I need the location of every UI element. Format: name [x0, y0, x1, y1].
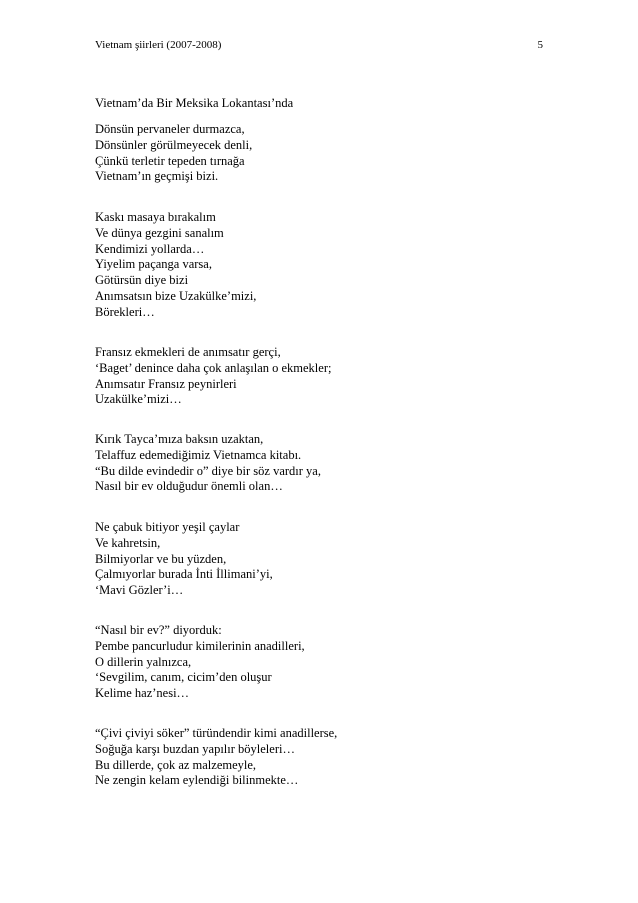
poem-line: Fransız ekmekleri de anımsatır gerçi,: [95, 345, 281, 359]
running-title: Vietnam şiirleri (2007-2008): [95, 39, 222, 51]
poem-line: Kendimizi yollarda…: [95, 241, 205, 256]
poem-line: ‘Mavi Gözler’i…: [95, 583, 184, 598]
poem-line: Ne çabuk bitiyor yeşil çaylar: [95, 520, 240, 534]
poem-line: Kaskı masaya bırakalım: [95, 210, 216, 224]
poem-line: Çünkü terletir tepeden tırnağa: [95, 153, 245, 168]
poem-line: Dönsünler görülmeyecek denli,: [95, 137, 253, 152]
poem-line: Soğuğa karşı buzdan yapılır böyleleri…: [95, 741, 295, 756]
poem-line: Telaffuz edemediğimiz Vietnamca kitabı.: [95, 447, 302, 462]
stanza-3: [95, 345, 331, 408]
poem-line: ‘Baget’ denince daha çok anlaşılan o ekmekler;: [95, 360, 332, 375]
poem-line: Bilmiyorlar ve bu yüzden,: [95, 551, 227, 566]
stanza-4: [95, 432, 321, 495]
poem-line: Uzakülke’mizi…: [95, 392, 182, 407]
stanza-5: [95, 520, 273, 599]
stanza-2: [95, 210, 256, 321]
stanza-7: [95, 726, 337, 789]
poem-line: Pembe pancurludur kimilerinin anadilleri,: [95, 638, 305, 653]
poem-line: Anımsatır Fransız peynirleri: [95, 376, 237, 391]
poem-line: Ve kahretsin,: [95, 535, 161, 550]
poem-line: Dönsün pervaneler durmazca,: [95, 122, 245, 136]
poem-line: Kelime haz’nesi…: [95, 686, 190, 701]
poem-line: Bu dillerde, çok az malzemeyle,: [95, 757, 257, 772]
poem-line: Ve dünya gezgini sanalım: [95, 225, 224, 240]
poem-line: “Nasıl bir ev?” diyorduk:: [95, 623, 222, 637]
poem-title: Vietnam’da Bir Meksika Lokantası’nda: [95, 96, 294, 110]
page-header: [95, 38, 543, 52]
poem-line: O dillerin yalnızca,: [95, 654, 192, 669]
poem-line: Ne zengin kelam eylendiği bilinmekte…: [95, 773, 299, 788]
stanza-1: [95, 122, 252, 185]
poem-line: Götürsün diye bizi: [95, 273, 189, 288]
poem-line: Çalmıyorlar burada İnti İllimani’yi,: [95, 567, 273, 582]
poem-line: Börekleri…: [95, 304, 155, 319]
page-number: 5: [537, 39, 543, 51]
poem-line: ‘Sevgilim, canım, cicim’den oluşur: [95, 670, 272, 685]
poem-line: Vietnam’ın geçmişi bizi.: [95, 169, 219, 184]
poem-line: Yiyelim paçanga varsa,: [95, 257, 212, 272]
poem-line: Anımsatsın bize Uzakülke’mizi,: [95, 288, 257, 303]
stanza-6: [95, 623, 305, 702]
poem-line: “Çivi çiviyi söker” türündendir kimi anadillerse,: [95, 726, 338, 740]
poem-line: Kırık Tayca’mıza baksın uzaktan,: [95, 432, 264, 446]
poem-line: Nasıl bir ev olduğudur önemli olan…: [95, 479, 283, 494]
poem-line: “Bu dilde evindedir o” diye bir söz vardır ya,: [95, 463, 321, 478]
